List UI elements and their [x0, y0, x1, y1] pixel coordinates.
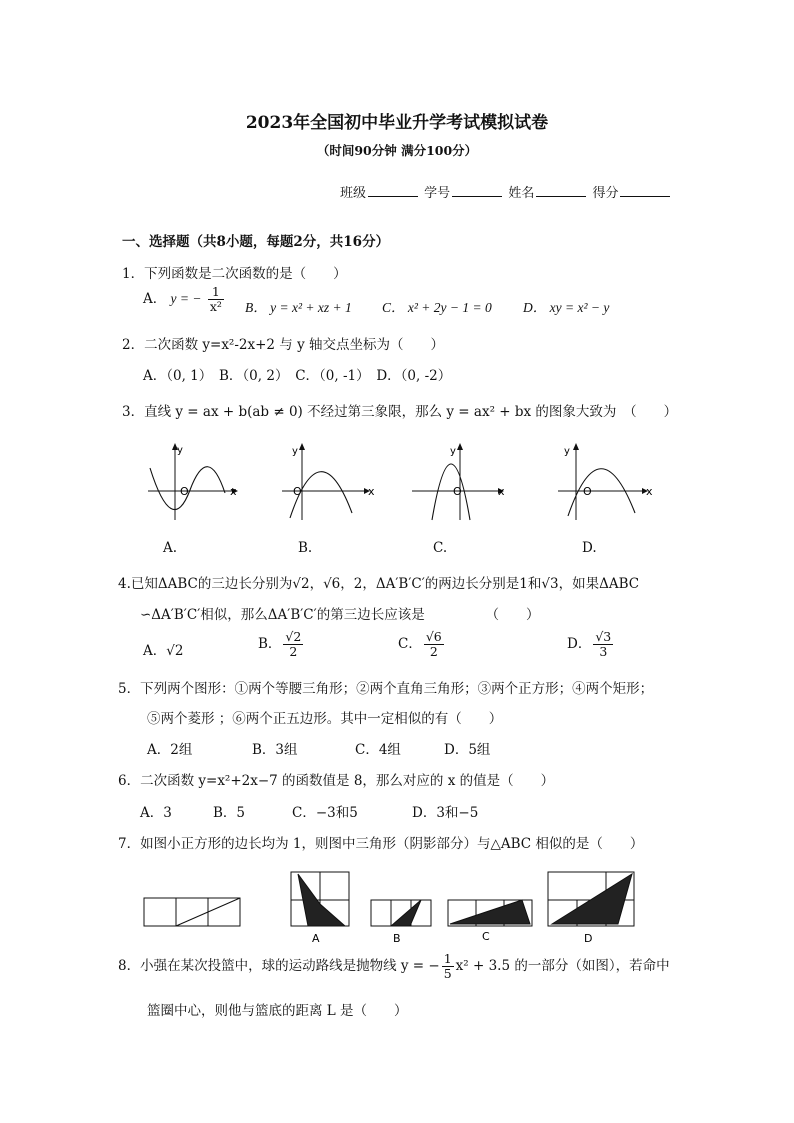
student-info-line	[340, 182, 672, 201]
q2-options: A．（0, 1） B．（0, 2） C．（0, -1） D．（0, -2）	[143, 368, 452, 384]
section-heading: 一、选择题（共8小题，每题2分，共16分）	[122, 234, 390, 250]
q1-option-a	[143, 285, 226, 314]
q3-d-y-label: y	[564, 446, 570, 457]
q7-figure-b	[371, 900, 431, 926]
q1-a-num: 1	[208, 285, 224, 300]
q3-stem: 3．直线 y = ax + b(ab ≠ 0) 不经过第三象限，那么 y = ax² + bx 的图象大致为 （ ）	[122, 404, 678, 420]
q3-c-origin: O	[453, 485, 462, 498]
q3-c-x-label: x	[498, 485, 505, 498]
q5-stem-line2: ⑤两个菱形 ；⑥两个正五边形。其中一定相似的有（ ）	[147, 711, 503, 727]
q6-option-c: C．−3和5	[292, 805, 358, 821]
q4-stem-line2: ∽ΔA′B′C′相似，那么ΔA′B′C′的第三边长应该是 （ ）	[140, 607, 540, 623]
q1-a-lhs: y = −	[170, 291, 202, 306]
q3-b-origin: O	[293, 485, 302, 498]
q5-option-b: B．3组	[252, 742, 298, 758]
q1-d-text: D． xy = x² − y	[523, 300, 610, 315]
q7-label-c: C	[482, 930, 490, 943]
q7-label-a: A	[312, 932, 320, 945]
q7-reference-triangle	[144, 898, 240, 926]
q3-graph-a	[148, 443, 238, 520]
q7-figure-c	[448, 900, 532, 926]
q1-a-den: x²	[209, 299, 222, 314]
q6-option-a: A．3	[140, 805, 172, 821]
q1-option-b	[245, 296, 352, 316]
q7-label-d: D	[584, 932, 593, 945]
q3-a-origin: O	[180, 485, 189, 498]
q5-option-c: C．4组	[355, 742, 401, 758]
q4-b-den: 2	[289, 644, 298, 659]
q4-option-a: A．√2	[143, 643, 184, 659]
field-class-blank[interactable]	[368, 184, 418, 197]
q8-frac-num: 1	[443, 951, 452, 966]
q3-label-c: C.	[433, 540, 448, 556]
q6-option-b: B．5	[213, 805, 246, 821]
q4-stem-line1: 4.已知ΔABC的三边长分别为√2，√6，2，ΔA′B′C′的两边长分别是1和√3，如果ΔABC	[118, 576, 640, 592]
q3-graph-d	[558, 443, 653, 520]
q5-option-d: D．5组	[444, 742, 491, 758]
q8-frac-den: 5	[443, 966, 452, 981]
q3-graph-b	[282, 443, 375, 520]
q1-stem: 1．下列函数是二次函数的是（ ）	[122, 266, 347, 282]
q6-option-d: D．3和−5	[412, 805, 479, 821]
q3-c-y-label: y	[450, 446, 456, 457]
q4-b-num: √2	[285, 629, 302, 644]
q1-option-d	[523, 296, 609, 316]
q8-stem-line2: 篮圈中心，则他与篮底的距离 L 是（ ）	[147, 1003, 408, 1019]
q1-a-fraction	[208, 285, 224, 314]
q6-stem: 6．二次函数 y=x²+2x−7 的函数值是 8，那么对应的 x 的值是（ ）	[118, 773, 555, 789]
q1-c-text: C． x² + 2y − 1 = 0	[382, 300, 492, 315]
field-score-blank[interactable]	[620, 184, 670, 197]
q3-label-b: B.	[298, 540, 313, 556]
q7-label-b: B	[393, 932, 401, 945]
q3-graph-c	[412, 443, 505, 520]
q8-stem-post: x² + 3.5 的一部分（如图），若命中	[455, 958, 670, 974]
field-name-blank[interactable]	[536, 184, 586, 197]
q4-d-label: D．	[567, 636, 592, 652]
q1-a-label: A．	[143, 291, 167, 307]
q3-label-a: A.	[163, 540, 178, 556]
q3-d-origin: O	[583, 485, 592, 498]
q4-c-label: C．	[398, 636, 422, 652]
q7-figure-d	[548, 872, 634, 926]
field-id-blank[interactable]	[452, 184, 502, 197]
q2-stem: 2．二次函数 y=x²-2x+2 与 y 轴交点坐标为（ ）	[122, 337, 445, 353]
q3-d-x-label: x	[646, 485, 653, 498]
q3-a-y-label: y	[177, 445, 183, 456]
q3-b-x-label: x	[368, 485, 375, 498]
q5-option-a: A．2组	[147, 742, 193, 758]
q7-stem: 7．如图小正方形的边长均为 1，则图中三角形（阴影部分）与△ABC 相似的是（ ）	[118, 836, 644, 852]
q8-stem-line1	[118, 952, 670, 981]
q1-b-text: B． y = x² + xz + 1	[245, 300, 352, 315]
q4-d-fraction	[593, 630, 613, 659]
q4-option-c	[398, 630, 446, 659]
field-score-label: 得分	[592, 186, 619, 201]
field-name-label: 姓名	[508, 186, 535, 201]
q5-stem-line1: 5．下列两个图形：①两个等腰三角形；②两个直角三角形；③两个正方形；④两个矩形；	[118, 681, 654, 697]
q4-option-b	[258, 630, 305, 659]
field-id-label: 学号	[424, 186, 451, 201]
q7-figure-a	[291, 872, 349, 926]
q4-option-d	[567, 630, 615, 659]
q8-stem-pre: 8．小强在某次投篮中，球的运动路线是抛物线 y = −	[118, 958, 440, 974]
q3-b-y-label: y	[292, 446, 298, 457]
paper-title: 2023年全国初中毕业升学考试模拟试卷	[245, 113, 549, 133]
q8-fraction	[442, 952, 454, 981]
q4-d-num: √3	[595, 629, 612, 644]
q4-d-den: 3	[599, 644, 608, 659]
q1-option-c	[382, 296, 492, 316]
q4-c-fraction	[424, 630, 444, 659]
q3-label-d: D.	[582, 540, 597, 556]
q7-figures	[138, 864, 648, 948]
field-class-label: 班级	[340, 186, 367, 201]
q4-b-label: B．	[258, 636, 282, 652]
q4-b-fraction	[283, 630, 303, 659]
q4-c-num: √6	[425, 629, 442, 644]
q3-a-x-label: x	[230, 485, 237, 498]
q4-c-den: 2	[429, 644, 438, 659]
paper-subtitle: （时间90分钟 满分100分）	[316, 143, 478, 158]
